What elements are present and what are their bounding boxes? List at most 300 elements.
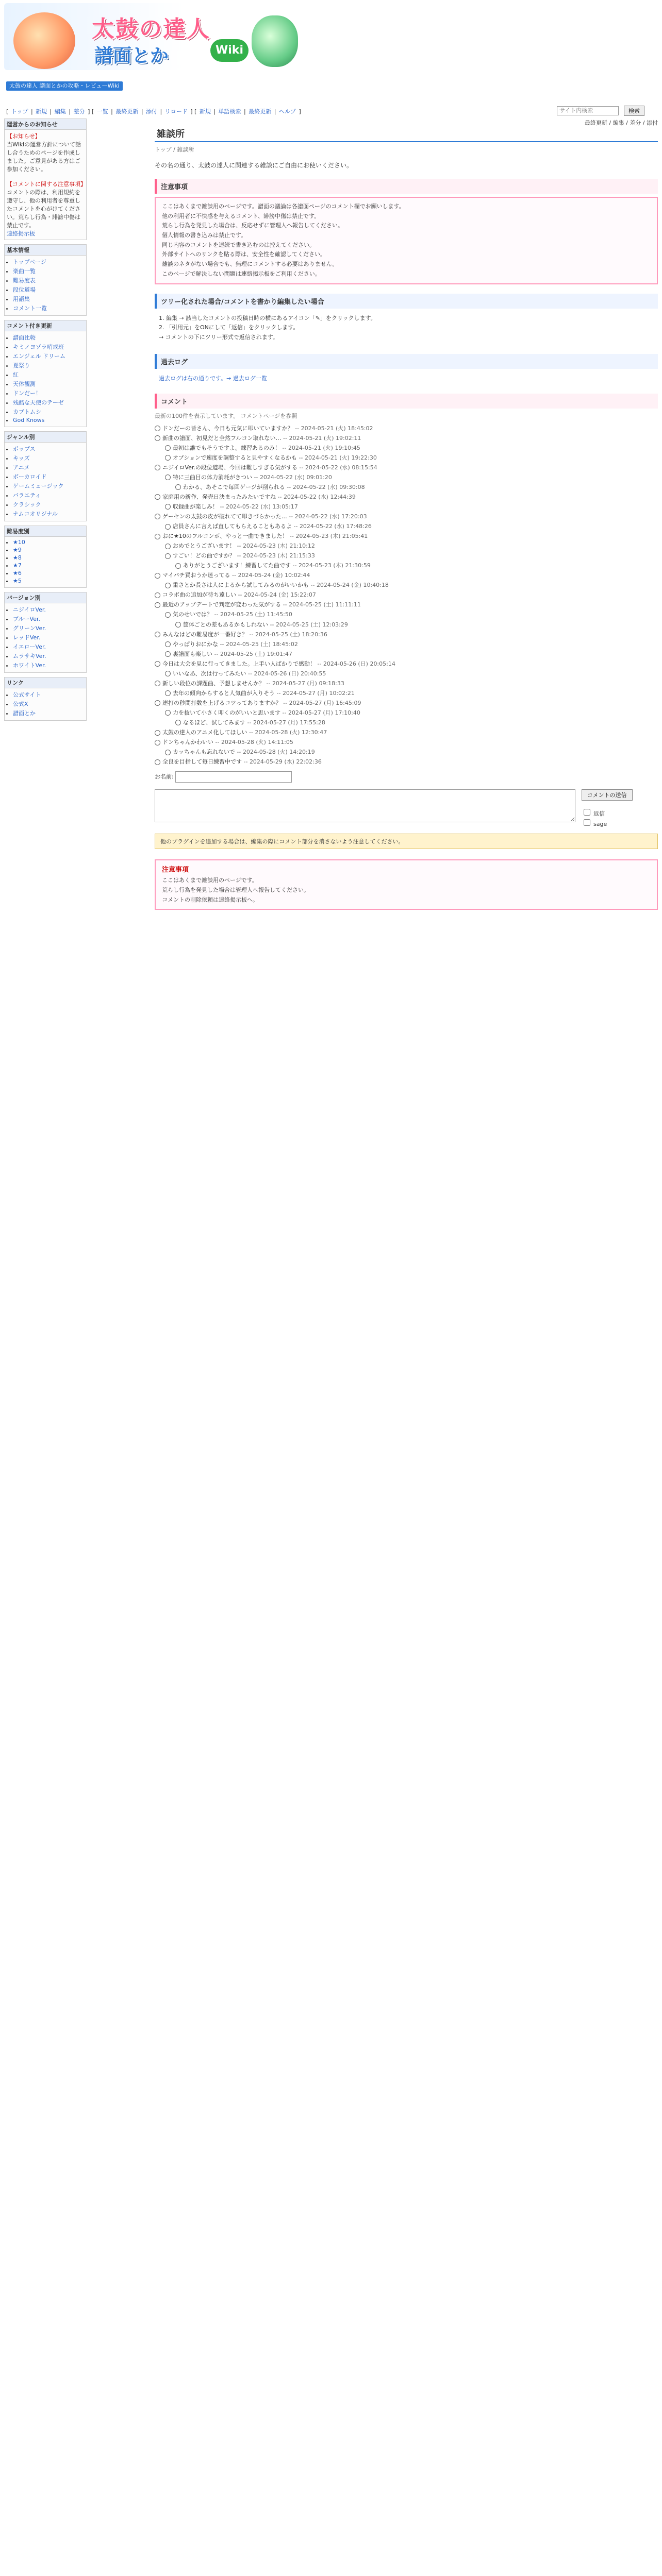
comment-separator: -- [212,611,220,618]
contact-board-link[interactable]: 連絡掲示板 [7,230,35,237]
comment-separator: -- [281,601,289,608]
reply-radio[interactable] [155,592,160,598]
notice-section-heading: 注意事項 [155,179,658,194]
comment-separator: -- [288,533,296,540]
reply-radio[interactable] [175,622,181,628]
reply-radio[interactable] [155,740,160,745]
nav-recent[interactable]: 最終更新 [115,108,139,115]
reply-radio[interactable] [155,681,160,686]
notice-section [155,197,658,284]
comment-info: 最新の100件を表示しています。 コメントページを参照 [155,412,297,419]
comment-separator: -- [280,709,288,716]
version-title: バージョン別 [5,592,86,603]
version-item[interactable]: ムラサキVer. [13,653,46,659]
top-navigation: [ トップ | 新規 | 編集 | 差分 ] [ 一覧 | 最終更新 | 添付 | リロード ] [ 新規 | 単語検索 | 最終更新 | ヘルプ ] [6,108,301,115]
comment-separator: -- [252,473,260,481]
comment-item [155,493,658,501]
comment-separator: -- [268,621,276,628]
nav-help[interactable]: ヘルプ [278,108,296,115]
reply-radio[interactable] [165,612,171,618]
reply-radio[interactable] [155,534,160,539]
comment-separator: -- [281,699,289,706]
comment-date: 2024-05-29 (水) 22:02:36 [249,758,322,766]
reply-radio[interactable] [175,484,181,490]
comment-date: 2024-05-24 (金) 10:02:44 [238,572,310,579]
comment-separator: -- [309,582,317,589]
comment-date: 2024-05-22 (水) 17:48:26 [299,523,372,530]
reply-radio[interactable] [175,720,181,725]
comment-item [175,620,658,629]
comment-separator: -- [292,523,300,530]
breadcrumb[interactable]: トップ / 雑談所 [155,146,194,153]
comment-item [155,512,658,521]
bottom-notice-line: コメントの削除依頼は連絡掲示板へ。 [162,896,258,903]
reply-radio[interactable] [165,445,171,451]
page-title: 雑談所 [155,126,658,142]
comment-text: 収録曲が楽しみ！ [173,503,218,510]
comment-date: 2024-05-22 (水) 17:20:03 [294,513,367,520]
bottom-notice-line: 荒らし行為を発見した場合は管理人へ報告してください。 [162,886,309,893]
reply-checkbox[interactable] [584,809,590,816]
comment-separator: -- [291,562,299,569]
name-label: お名前: [155,773,174,781]
comment-date: 2024-05-22 (水) 08:15:54 [305,464,377,471]
notice-line: 個人情報の書き込みは禁止です。 [162,232,247,239]
level-item[interactable]: ★6 [13,570,22,577]
level-box [4,526,87,588]
comment-separator: -- [297,454,305,461]
comment-text: オプションで速度を調整すると見やすくなるかも [173,454,297,461]
comment-date: 2024-05-21 (火) 19:10:45 [288,444,360,451]
genre-item[interactable]: バラエティ [13,492,41,499]
notice-box [4,118,87,240]
reply-radio[interactable] [165,474,171,480]
left-sidebar [4,118,87,725]
reply-option[interactable] [582,810,605,817]
plugin-warning: 他のプラグインを追加する場合は、編集の際にコメント部分を消さないよう注意してください。 [155,834,658,849]
reply-radio[interactable] [155,730,160,736]
genre-item[interactable]: アニメ [13,464,30,471]
comment-date: 2024-05-23 (木) 21:05:41 [295,533,368,540]
sage-option[interactable] [582,821,607,827]
comment-date: 2024-05-25 (土) 12:03:29 [275,621,348,628]
notice-line: 外部サイトへのリンクを貼る際は、安全性を確認してください。 [162,251,326,258]
sage-checkbox[interactable] [584,819,590,826]
comment-date: 2024-05-21 (火) 19:22:30 [304,454,377,461]
comment-item [165,650,658,658]
comment-textarea[interactable] [155,789,575,822]
recent-box [4,320,87,427]
mascot-katsu-image [252,15,298,67]
comment-date: 2024-05-24 (金) 10:40:18 [316,582,389,589]
howto-heading: ツリー化された場合/コメントを書かり編集したい場合 [155,294,658,309]
recent-item[interactable]: ドンだー！ [13,390,41,397]
nav-edit[interactable]: 編集 [54,108,66,115]
reply-radio[interactable] [165,641,171,647]
comment-date: 2024-05-23 (木) 21:30:59 [298,562,371,569]
links-box [4,677,87,721]
comment-text: ドンだーの皆さん、今日も元気に叩いていますか？ [162,425,293,432]
comment-separator: -- [297,464,305,471]
genre-item[interactable]: ポップス [13,446,36,452]
comment-item [155,679,658,688]
comment-text: カッちゃんも忘れないで [173,749,235,756]
notice-text: 当Wikiの運営方針について話し合うためのページを作成しました。ご意見がある方はご参加ください。 [7,141,81,173]
comment-date: 2024-05-25 (土) 19:01:47 [220,650,292,657]
comment-item [155,738,658,747]
comment-date: 2024-05-27 (月) 09:18:33 [272,680,344,687]
notice-line: ここはあくまで雑談用のページです。譜面の議論は各譜面ページのコメント欄でお願いします。 [162,203,405,210]
reply-radio[interactable] [165,553,171,559]
logo-title: 太鼓の達人 [92,16,210,42]
reply-radio[interactable] [165,671,171,676]
menu-title: 基本情報 [5,245,86,256]
site-search-button[interactable]: 検索 [624,106,644,116]
recent-item[interactable]: 譜面比較 [13,334,36,341]
reply-radio[interactable] [155,602,160,608]
comment-item [175,718,658,727]
reply-radio[interactable] [165,750,171,755]
menu-item[interactable]: 段位道場 [13,286,36,293]
reply-radio[interactable] [165,710,171,716]
comment-text: 最近のアップデートで判定が変わった気がする [162,601,282,608]
comment-text: コラボ曲の追加が待ち遠しい [162,591,236,599]
comment-date: 2024-05-22 (水) 12:44:39 [283,493,356,500]
site-tagline: 太鼓の達人 譜面とかの攻略・レビューWiki [6,81,123,91]
version-item[interactable]: ニジイロVer. [13,606,46,613]
comment-item [155,571,658,580]
comment-separator: -- [247,729,255,736]
recent-item[interactable]: 紅 [13,371,19,378]
page-intro: その名の通り、太鼓の達人に関連する雑談にご自由にお使いください。 [155,162,353,169]
comment-separator: -- [242,758,250,766]
comment-separator: -- [245,719,253,726]
comment-text: 筐体ごとの差もあるかもしれない [183,621,268,628]
site-search-input[interactable] [557,106,619,115]
comment-text: 特に三曲目の体力消耗がきつい [173,473,252,481]
comment-text: 新曲の譜面、初見だと全然フルコン取れない… [162,434,282,442]
comment-text: 裏譜面も楽しい [173,650,212,657]
comment-separator: -- [246,670,254,677]
comment-date: 2024-05-28 (火) 12:30:47 [255,729,327,736]
comment-text: 全良を目指して毎日練習中です [162,758,242,766]
comment-item [155,699,658,707]
logo-subtitle: 譜面とか [94,45,169,66]
comment-date: 2024-05-25 (土) 18:20:36 [255,631,327,638]
comment-item [175,561,658,570]
main-content [155,118,658,913]
comment-separator: -- [275,689,283,697]
reply-radio[interactable] [155,514,160,519]
level-title: 難易度別 [5,526,86,537]
comment-item [175,483,658,492]
bottom-notice-heading: 注意事項 [162,866,189,874]
reply-radio[interactable] [155,759,160,765]
archive-link[interactable]: 過去ログは右の通りです。→ 過去ログ一覧 [159,375,267,382]
reply-radio[interactable] [165,455,171,461]
notice-box-title: 運営からのお知らせ [5,119,86,130]
reply-radio[interactable] [165,651,171,657]
comment-item [165,502,658,511]
recent-item[interactable]: 残酷な天使のテーゼ [13,399,64,406]
comment-separator: -- [247,631,255,638]
reply-radio[interactable] [155,661,160,667]
external-link[interactable]: 公式X [13,701,28,707]
mascot-don-image [13,12,75,69]
genre-item[interactable]: クラシック [13,501,41,508]
comment-text: わかる、あそこで毎回ゲージが削られる [183,483,285,490]
comment-separator: -- [281,434,289,442]
reply-label: 返信 [593,810,605,818]
nav-new[interactable]: 新規 [36,108,47,115]
reply-radio[interactable] [155,435,160,441]
genre-title: ジャンル別 [5,432,86,443]
comment-item [155,424,658,433]
menu-item[interactable]: コメント一覧 [13,305,47,312]
comment-date: 2024-05-23 (木) 21:10:12 [242,543,315,550]
comment-text: マイバチ買おうか迷ってる [162,572,230,579]
comment-list [155,424,658,767]
level-item[interactable]: ★7 [13,562,22,569]
reply-radio[interactable] [175,563,181,569]
version-item[interactable]: ブルーVer. [13,616,41,622]
level-item[interactable]: ★5 [13,578,22,584]
site-header [0,0,662,71]
reply-radio[interactable] [155,700,160,706]
comment-item [155,728,658,737]
external-link[interactable]: 公式サイト [13,691,41,698]
comment-item [155,463,658,472]
comment-date: 2024-05-27 (月) 17:55:28 [253,719,325,726]
menu-item[interactable]: トップページ [13,259,47,265]
comment-item [165,453,658,462]
comment-text: ドンちゃんかわいい [162,739,213,746]
reply-radio[interactable] [155,426,160,431]
comment-date: 2024-05-24 (金) 15:22:07 [243,591,316,599]
menu-item[interactable]: 難易度表 [13,277,36,284]
comment-date: 2024-05-22 (水) 09:01:20 [259,473,332,481]
nav-new2[interactable]: 新規 [199,108,211,115]
menu-item[interactable]: 楽曲一覧 [13,268,36,275]
comment-item [165,748,658,756]
menu-box [4,244,87,316]
comment-item [165,551,658,560]
comment-separator: -- [276,493,284,500]
reply-radio[interactable] [155,494,160,500]
comment-separator: -- [236,591,244,599]
comment-item [165,610,658,619]
comment-date: 2024-05-28 (火) 14:11:05 [221,739,293,746]
comment-item [165,444,658,452]
comment-date: 2024-05-22 (水) 13:05:17 [225,503,298,510]
nav-search[interactable]: 単語検索 [218,108,241,115]
version-item[interactable]: レッドVer. [13,634,41,641]
comment-text: なるほど、試してみます [183,719,245,726]
reply-radio[interactable] [155,632,160,637]
comment-separator: -- [280,444,288,451]
comment-text: 気のせいでは？ [173,611,212,618]
nav-top[interactable]: トップ [11,108,28,115]
comment-separator: -- [285,483,293,490]
comment-text: 連打の秒間打数を上げるコツってありますか？ [162,699,282,706]
notice-line: 雑談のネタがない場合でも、無理にコメントする必要はありません。 [162,261,338,268]
nav-reload[interactable]: リロード [164,108,188,115]
nav-diff[interactable]: 差分 [73,108,85,115]
recent-item[interactable]: God Knows [13,417,45,423]
notice-line: 荒らし行為を発見した場合は、反応せずに管理人へ報告してください。 [162,222,343,229]
notice-line: 同じ内容のコメントを連続で書き込むのは控えてください。 [162,241,315,248]
comment-date: 2024-05-27 (月) 16:45:09 [289,699,361,706]
genre-item[interactable]: ゲームミュージック [13,483,64,489]
comment-separator: -- [293,425,301,432]
comment-item [165,689,658,698]
comment-date: 2024-05-26 (日) 20:05:14 [323,660,395,667]
genre-item[interactable]: ナムコオリジナル [13,511,58,517]
comment-date: 2024-05-25 (土) 11:11:11 [289,601,361,608]
comment-date: 2024-05-25 (土) 18:45:02 [225,640,298,648]
reply-radio[interactable] [165,524,171,530]
comment-separator: -- [212,650,220,657]
recent-item[interactable]: エンジェル ドリーム [13,353,66,360]
submit-comment-button[interactable]: コメントの送信 [582,789,633,801]
comment-item [155,434,658,443]
comment-text: 去年の傾向からすると人気曲が入りそう [173,689,275,697]
nav-recent2[interactable]: 最終更新 [249,108,272,115]
comment-text: 太鼓の達人のアニメ化してほしい [162,729,247,736]
comment-text: すごい！どの曲ですか？ [173,552,235,560]
comment-item [155,659,658,668]
recent-item[interactable]: 天体観測 [13,381,36,387]
comment-item [165,708,658,717]
comment-date: 2024-05-23 (木) 21:15:33 [242,552,315,560]
comment-text: いいなあ、次は行ってみたい [173,670,246,677]
comment-text: みんなはどの難易度が一番好き？ [162,631,247,638]
howto-line: 1. 編集 → 該当したコメントの投稿日時の横にあるアイコン「✎」をクリックします。 [159,314,376,321]
level-item[interactable]: ★10 [13,539,25,546]
genre-item[interactable]: キッズ [13,455,30,462]
comment-separator: -- [218,503,226,510]
howto-section [155,312,658,345]
comment-text: ニジイロVer.の段位道場、今回は難しすぎる気がする [162,464,297,471]
comment-form [155,771,658,827]
comment-date: 2024-05-27 (月) 17:10:40 [288,709,360,716]
log-heading: 過去ログ [155,354,658,369]
comment-item [165,541,658,550]
comment-separator: -- [264,680,272,687]
comment-date: 2024-05-21 (火) 18:45:02 [301,425,373,432]
comment-separator: -- [235,749,243,756]
comment-item [165,640,658,649]
reply-radio[interactable] [165,504,171,510]
comment-text: 重さとか長さは人によるから試してみるのがいいかも [173,582,309,589]
nav-list[interactable]: 一覧 [96,108,108,115]
notice-line: このページで解決しない問題は連絡掲示板をご利用ください。 [162,270,321,277]
comment-text: 新しい段位の課題曲、予想しませんか？ [162,680,264,687]
recent-title: コメント付き更新 [5,320,86,331]
comment-date: 2024-05-22 (水) 09:30:08 [292,483,365,490]
comment-text: 力を抜いて小さく叩くのがいいと思います [173,709,280,716]
rules-text: コメントの際は、利用規約を遵守し、他の利用者を尊重したコメントを心がけてください。荒らし行為・誹謗中傷は禁止です。 [7,189,80,229]
comment-text: やっぱりおにかな [173,640,218,648]
comment-text: おに★10のフルコンボ、やっと一曲できました！ [162,533,288,540]
comment-item [155,757,658,766]
reply-radio[interactable] [165,690,171,696]
genre-box [4,431,87,521]
reply-radio[interactable] [155,573,160,579]
comment-separator: -- [235,552,243,560]
nav-attach[interactable]: 添付 [146,108,158,115]
sage-label: sage [593,821,607,828]
comment-item [165,473,658,482]
comment-date: 2024-05-28 (火) 14:20:19 [242,749,315,756]
comment-date: 2024-05-26 (日) 20:40:55 [254,670,326,677]
comment-item [155,600,658,609]
site-logo[interactable] [4,3,303,70]
reply-radio[interactable] [165,544,171,549]
page-tools[interactable]: 最終更新 / 編集 / 差分 / 添付 [584,120,658,126]
comment-separator: -- [287,513,295,520]
comment-item [165,522,658,531]
level-item[interactable]: ★9 [13,547,22,553]
comment-item [165,581,658,589]
comment-heading: コメント [155,394,658,409]
comment-date: 2024-05-27 (月) 10:02:21 [282,689,355,697]
comment-text: 店員さんに言えば直してもらえることもあるよ [173,523,292,530]
rules-heading: 【コメントに関する注意事項】 [7,181,86,188]
menu-item[interactable]: 用語集 [13,296,30,302]
comment-separator: -- [218,640,226,648]
comment-item [165,669,658,678]
comment-separator: -- [235,543,243,550]
version-item[interactable]: ホワイトVer. [13,662,46,669]
comment-text: 今日は大会を見に行ってきました。上手い人ばかりで感動！ [162,660,316,667]
notice-heading: 【お知らせ】 [7,133,41,140]
version-item[interactable]: グリーンVer. [13,625,46,632]
notice-line: 他の利用者に不快感を与えるコメント、誹謗中傷は禁止です。 [162,212,320,219]
links-title: リンク [5,677,86,688]
reply-radio[interactable] [165,583,171,588]
version-box [4,592,87,673]
bottom-notice-line: ここはあくまで雑談用のページです。 [162,877,258,884]
comment-separator: -- [213,739,221,746]
comment-item [155,590,658,599]
comment-separator: -- [316,660,323,667]
external-link[interactable]: 譜面とか [13,710,36,717]
comment-text: 家庭用の新作、発売日決まったみたいですね [162,493,276,500]
howto-line: → コメントの下にツリー形式で返信されます。 [159,333,278,341]
genre-item[interactable]: ボーカロイド [13,473,47,480]
level-item[interactable]: ★8 [13,554,22,561]
comment-text: おめでとうございます！ [173,543,235,550]
comment-date: 2024-05-25 (土) 11:45:50 [220,611,292,618]
comment-separator: -- [230,572,238,579]
comment-text: ありがとうございます！練習してた曲です [183,562,291,569]
comment-text: 最初は誰でもそうですよ。練習あるのみ！ [173,444,280,451]
recent-item[interactable]: キミノヨゾラ哨戒班 [13,344,64,350]
version-item[interactable]: イエローVer. [13,643,46,650]
comment-date: 2024-05-21 (火) 19:02:11 [289,434,361,442]
recent-item[interactable]: カブトムシ [13,409,41,415]
reply-radio[interactable] [155,465,160,470]
howto-line: 2. 「引用元」をONにして「返信」をクリックします。 [159,324,299,331]
recent-item[interactable]: 夏祭り [13,362,30,369]
comment-text: ゲーセンの太鼓の皮が破れてて叩きづらかった… [162,513,287,520]
bottom-notice [155,859,658,910]
comment-item [155,532,658,540]
comment-item [155,630,658,639]
name-input[interactable] [175,771,292,783]
logo-wiki-badge: Wiki [210,39,249,62]
